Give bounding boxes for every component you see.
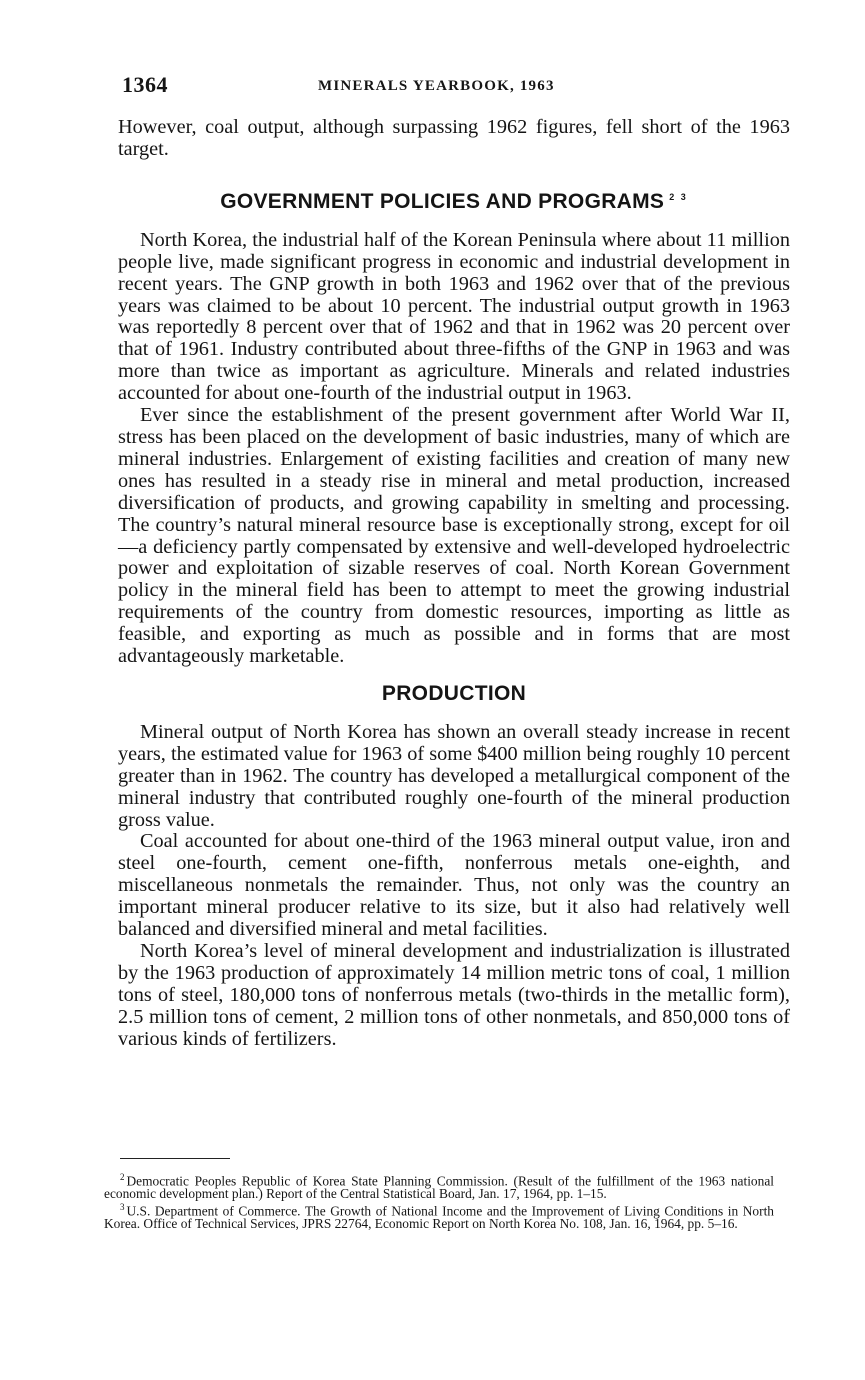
paragraph: North Korea, the industrial half of the Korean Peninsula where about 11 million people live, made significant progress in economic and industrial development in recent years. The GNP growth in both 1963 and 1962 over that of the previous years was claimed to be about 10 percent. The industrial output growth in 1963 was reportedly 8 percent over that of 1962 and that in 1962 was 20 percent over that of 1961. Industry contributed about three-fifths of the GNP in 1963 and was more than twice as important as agriculture. Minerals and related industries accounted for about one-fourth of the industrial output in 1963. bbox=[118, 228, 790, 405]
footnote-text: Democratic Peoples Republic of Korea State Planning Commission. (Result of the fulfillment of the 1963 national economic development plan.) Report of the Central Statistical Board, Jan. 17, 1964, pp. 1–15. bbox=[104, 1173, 774, 1202]
footnote-reference-marks: 2 3 bbox=[669, 191, 688, 202]
section-heading-production: PRODUCTION bbox=[381, 681, 527, 705]
paragraph: North Korea’s level of mineral development and industrialization is illustrated by the 1963 production of approximately 14 million metric tons of coal, 1 million tons of steel, 180,000 tons of nonferrous metals (two-thirds in the metallic form), 2.5 million tons of cement, 2 million tons of other nonmetals, and 850,000 tons of various kinds of fertilizers. bbox=[118, 940, 790, 1050]
footnotes bbox=[104, 1171, 774, 1230]
page-number: 1364 bbox=[122, 72, 168, 97]
section-heading-government-policies bbox=[118, 184, 790, 215]
paragraph: Mineral output of North Korea has shown an overall steady increase in recent years, the estimated value for 1963 of some $400 million being roughly 10 percent greater than in 1962. The country has developed a metallurgical component of the mineral industry that contributed roughly one-fourth of the mineral production gross value. bbox=[118, 720, 790, 831]
footnote bbox=[104, 1171, 774, 1201]
footnote-text: U.S. Department of Commerce. The Growth of National Income and the Improvement of Living Conditions in North Korea. Office of Technical Services, JPRS 22764, Economic Report on North Korea No. 108, Jan. 16, 1964, pp. 5–16. bbox=[104, 1203, 774, 1231]
page-header bbox=[122, 72, 790, 102]
footnote-mark: 3 bbox=[120, 1201, 125, 1212]
footnote-divider bbox=[120, 1158, 230, 1159]
footnote bbox=[104, 1201, 774, 1231]
footnote-mark: 2 bbox=[120, 1172, 125, 1182]
main-text bbox=[118, 117, 790, 1051]
paragraph: Coal accounted for about one-third of the 1963 mineral output value, iron and steel one-fourth, cement one-fifth, nonferrous metals one-eighth, and miscellaneous nonmetals the remainder. Thus, not only was the country an important mineral producer relative to its size, but it also had relatively well balanced and diversified mineral and metal facilities. bbox=[118, 830, 790, 941]
section-heading-text: GOVERNMENT POLICIES AND PROGRAMS bbox=[220, 189, 665, 213]
running-title: MINERALS YEARBOOK, 1963 bbox=[318, 78, 555, 94]
paragraph: Ever since the establishment of the present government after World War II, stress has been placed on the development of basic industries, many of which are mineral industries. Enlargement of existing facilities and creation of many new ones has resulted in a steady rise in mineral and metal production, increased diversification of products, and growing capability in smelting and processing. The country’s natural mineral resource base is exceptionally strong, except for oil—a deficiency partly compensated by extensive and well-developed hydroelectric power and exploitation of sizable reserves of coal. North Korean Government policy in the mineral field has been to attempt to meet the growing industrial requirements of the country from domestic resources, importing as little as feasible, and exporting as much as possible and in forms that are most advantageously marketable. bbox=[118, 404, 790, 668]
continuation-paragraph: However, coal output, although surpassing 1962 figures, fell short of the 1963 target. bbox=[118, 116, 790, 160]
